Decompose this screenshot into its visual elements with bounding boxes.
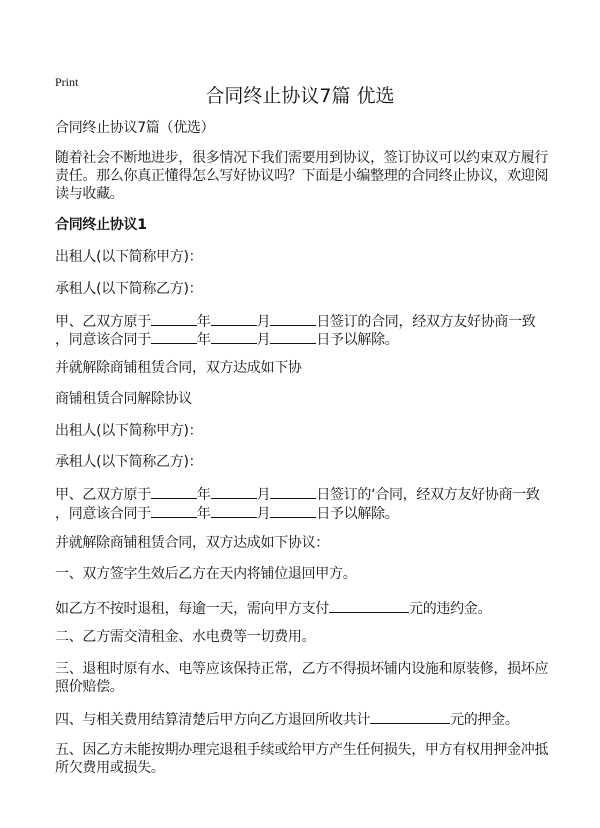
text: 甲、乙双方原于 bbox=[55, 314, 151, 330]
text: 甲、乙双方原于 bbox=[55, 487, 151, 503]
agreement-title: 商铺租赁合同解除协议 bbox=[55, 391, 192, 407]
text: 日签订的合同，经双方友好协商一致 bbox=[316, 314, 536, 330]
item-one: 一、双方签字生效后乙方在天内将铺位退回甲方。 bbox=[55, 566, 357, 582]
section-heading: 合同终止协议1 bbox=[55, 217, 147, 233]
subtitle: 合同终止协议7篇（优选） bbox=[55, 120, 215, 136]
blank-field bbox=[329, 598, 409, 613]
item-three: 照价赔偿。 bbox=[55, 679, 124, 695]
intro-line: 随着社会不断地进步，很多情况下我们需要用到协议，签订协议可以约束双方履行 bbox=[55, 150, 549, 166]
text: 四、与相关费用结算清楚后甲方向乙方退回所收共计 bbox=[55, 712, 371, 728]
clause-line bbox=[55, 484, 540, 504]
text: 年 bbox=[196, 332, 211, 348]
text: 月 bbox=[256, 332, 271, 348]
text: 日予以解除。 bbox=[316, 506, 399, 522]
blank-field bbox=[370, 709, 450, 724]
item-five: 五、因乙方未能按期办理完退租手续或给甲方产生任何损失，甲方有权用押金冲抵 bbox=[55, 742, 549, 758]
intro-line: 读与收藏。 bbox=[55, 186, 124, 202]
text: 日予以解除。 bbox=[316, 332, 399, 348]
text: ，同意该合同于 bbox=[55, 506, 151, 522]
text: 年 bbox=[196, 506, 211, 522]
partial-line: 并就解除商铺租赁合同，双方达成如下协 bbox=[55, 360, 302, 376]
clause-line bbox=[55, 311, 536, 331]
text: 元的违约金。 bbox=[409, 601, 492, 617]
blank-field bbox=[211, 503, 257, 518]
page-title: 合同终止协议7篇 优选 bbox=[205, 85, 395, 107]
lessee-line: 承租人(以下简称乙方)： bbox=[55, 281, 203, 297]
lessor-line: 出租人(以下简称甲方)： bbox=[55, 423, 203, 439]
blank-field bbox=[151, 484, 197, 499]
text: 如乙方不按时退租，每逾一天，需向甲方支付 bbox=[55, 601, 329, 617]
item-four bbox=[55, 709, 519, 729]
text: 日签订的‘合同，经双方友好协商一致 bbox=[316, 487, 540, 503]
text: 月 bbox=[256, 314, 271, 330]
blank-field bbox=[211, 329, 257, 344]
lessee-line: 承租人(以下简称乙方)： bbox=[55, 454, 203, 470]
clause-line bbox=[55, 329, 399, 349]
penalty-line bbox=[55, 598, 491, 618]
blank-field bbox=[270, 484, 316, 499]
text: 月 bbox=[256, 487, 271, 503]
blank-field bbox=[270, 311, 316, 326]
full-line: 并就解除商铺租赁合同，双方达成如下协议： bbox=[55, 535, 329, 551]
blank-field bbox=[211, 484, 257, 499]
blank-field bbox=[151, 311, 197, 326]
item-three: 三、退租时原有水、电等应该保持正常，乙方不得损坏铺内设施和原装修，损坏应 bbox=[55, 661, 549, 677]
item-five: 所欠费用或损失。 bbox=[55, 760, 165, 776]
text: 元的押金。 bbox=[450, 712, 519, 728]
blank-field bbox=[211, 311, 257, 326]
text: ，同意该合同于 bbox=[55, 332, 151, 348]
clause-line bbox=[55, 503, 399, 523]
item-two: 二、乙方需交清租金、水电费等一切费用。 bbox=[55, 629, 316, 645]
text: 年 bbox=[196, 314, 211, 330]
intro-line: 责任。那么你真正懂得怎么写好协议吗？下面是小编整理的合同终止协议，欢迎阅 bbox=[55, 168, 549, 184]
text: 年 bbox=[196, 487, 211, 503]
print-link[interactable]: Print bbox=[55, 75, 79, 89]
blank-field bbox=[151, 329, 197, 344]
text: 月 bbox=[256, 506, 271, 522]
blank-field bbox=[270, 503, 316, 518]
blank-field bbox=[151, 503, 197, 518]
lessor-line: 出租人(以下简称甲方)： bbox=[55, 249, 203, 265]
blank-field bbox=[270, 329, 316, 344]
